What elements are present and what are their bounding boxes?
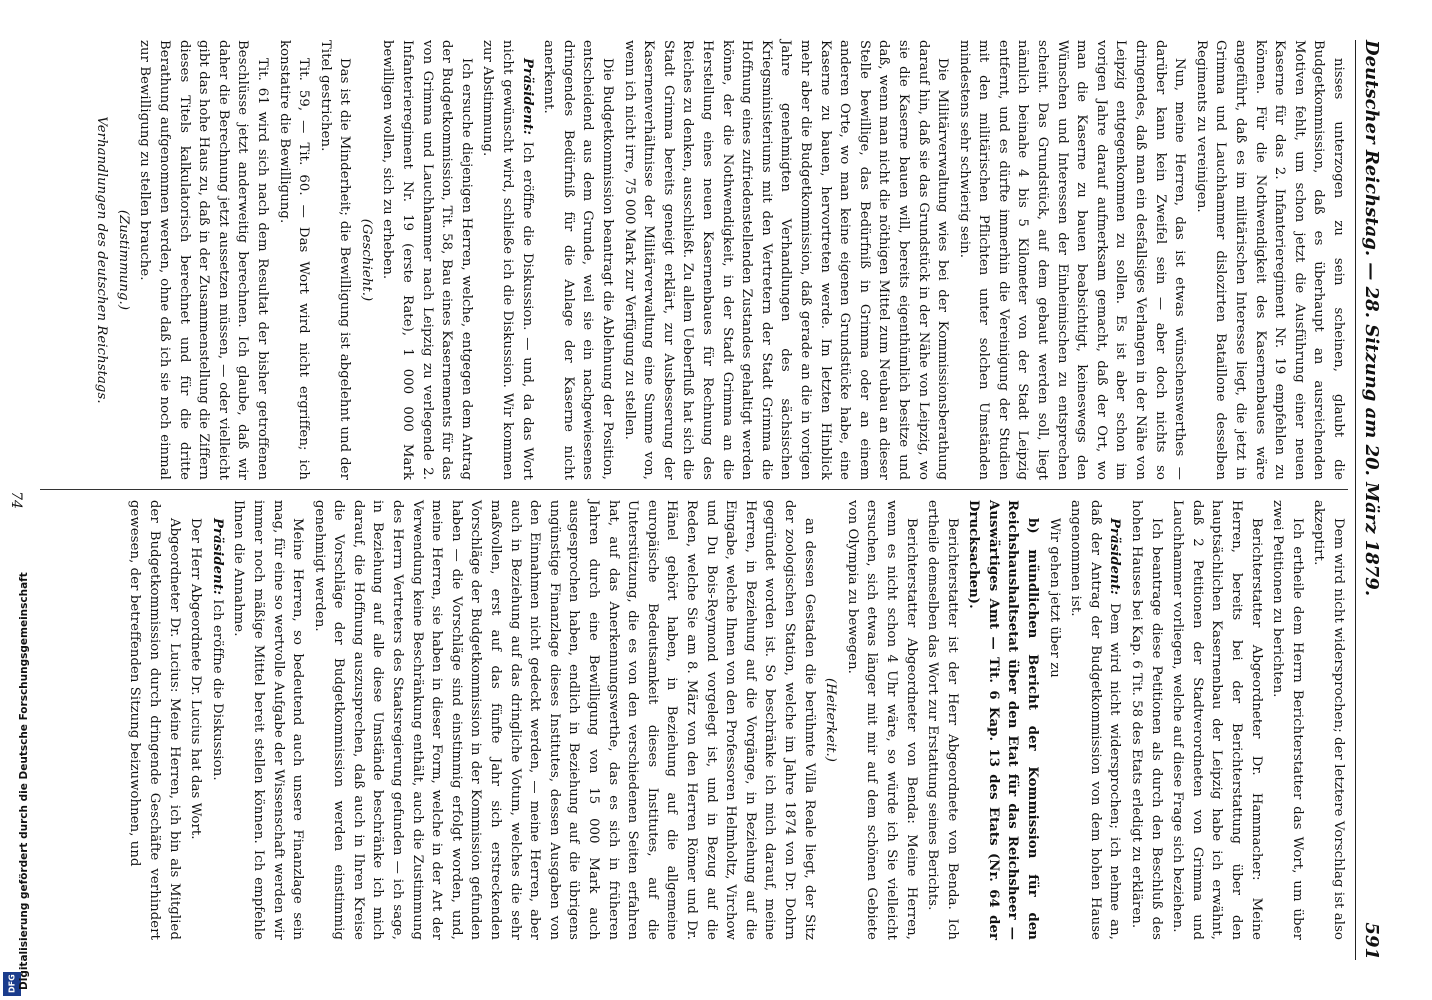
paragraph: Präsident: Ich eröffne die Diskussion. [209,518,225,781]
paragraph: Die Militärverwaltung wies bei der Kommissionsberathung darauf hin, daß sie das Grundstück in der Nähe von Leipzig, wo sie die Kaserne bauen will, bereits eigenthümlich besitze und daß, wenn man nicht die nöthigen Mittel zum Neubau an dieser Stelle bewillige, das Bedürfniß in Grimma oder an einem anderen Orte, wo man keine eigenen Grundstücke habe, eine Kaserne zu bauen, hervortreten werde. Im letzten Hinblick mehr aber die Budgetkommission, daß gerade an die in vorigen Jahre genehmigten Verhandlungen des sächsischen Kriegsministeriums mit den Vertretern der Stadt Grimma die Hoffnung eines zufriedenstellenden Zustandes gehaltigt werden könne, der die Nothwendigkeit, in der Stadt Grimma an die Herstellung eines neuen Kasernenbaues für Rechnung des Reiches zu denken, ausschließt. Zu allem Ueberfluß hat sich die Stadt Grimma bereits geneigt erklärt, zur Ausbesserung der Kasernenverhältnisse der Militärverwaltung eine Summe von, wenn ich nicht irre, 75 000 Mark zur Verfügung zu stellen. [621,40,951,480]
paragraph: Wir gehen jetzt über zu [1046,518,1062,678]
paragraph: Tit. 61 wird sich nach dem Resultat der bisher getroffenen Beschlüsse jetzt anderweitig berechnen. Ich glaube, daß wir daher die Berechnung jetzt aussetzen müssen, — oder vielleicht gibt das hohe Haus zu, daß in der Zusammenstellung die Ziffern dieses Titels kalkulatorisch berechnet und für die dritte Berathung aufgenommen werden, ohne daß ich sie noch einmal zur Bewilligung zu stellen brauche. [137,40,270,480]
column-divider [40,489,1348,490]
paragraph: Der Herr Abgeordnete Dr. Lucius hat das Wort. [188,518,204,840]
paragraph: Ich ertheile dem Herrn Berichterstatter das Wort, um über zwei Petitionen zu berichten. [1270,500,1305,940]
paragraph: Berichterstatter Abgeordneter von Benda: Meine Herren, wenn es nicht schon 4 Uhr wäre, so würde ich Sie vielleicht ersuchen, sich etwas länger mit mir auf dem schönen Gebiete von Olympia zu bewegen. [844,500,919,940]
paragraph: Nun, meine Herren, das ist etwas wünschenswerthes — darüber kann kein Zweifel sein — aber doch nichts so dringendes, daß man ein desfallsiges Verlangen in der Nähe von Leipzig entgegenkommen zu sollen. Es ist aber schon im vorigen Jahre darauf aufmerksam gemacht, daß der Ort, wo man die Kaserne zu bauen beabsichtigt, keineswegs den Wünschen und Interessen der Einheimischen zu entsprechen scheint. Das Grundstück, auf dem gebaut werden soll, liegt nämlich beinahe 4 bis 5 Kilometer von der Stadt Leipzig entfernt, und es dürfte immerhin die Vereinigung der Studien mit den militärischen Pflichten unter solchen Umständen mindestens sehr schwierig sein. [956,40,1188,480]
paragraph: an dessen Gestaden die berühmte Villa Reale liegt, der Sitz der zoologischen Station, welche im Jahre 1874 von Dr. Dohrn gegründet worden ist. So beschränke ich mich darauf, meine Herren, in Beziehung auf die Vorgänge, in Beziehung auf die Eingabe, welche Ihnen von den Professoren Helmholtz, Virchow und Du Bois-Reymond vorgelegt ist, und in Bezug auf die Reden, welche Sie am 8. März von den Herren Römer und Dr. Hänel gehört haben, in Beziehung auf die allgemeine europäische Bedeutsamkeit dieses Institutes, auf die Unterstützung, die es von den verschiedenen Seiten erfahren hat, auf das Anerkennungswerthe, das es sich in früheren Jahren durch eine Bewilligung von 15 000 Mark auch ausgesprochen haben, endlich in Beziehung auf die übrigens ungünstige Finanzlage dieses Institutes, dessen Ausgaben von den Einnahmen nicht gedeckt werden, — meine Herren, aber auch in Beziehung auf das dringliche Votum, welches die sehr maßvollen, erst auf das fünfte Jahr sich erstreckenden Vorschläge der Budgetkommission in der Kommission gefunden haben — die Vorschläge sind einstimmig erfolgt worden, und, meine Herren, sie haben in dieser Form, welche in der Art der Verwendung keine Beschränkung enthält, auch die Zustimmung des Herrn Vertreters des Staatsregierung gefunden — ich sage, in Beziehung auf alle diese Umstände beschränke ich mich darauf, die Hoffnung auszusprechen, daß auch in Ihren Kreise die Vorschläge der Budgetkommission werden einstimmig genehmigt werden. [311,500,817,940]
paragraph: Verhandlungen des deutschen Reichstags. [94,116,110,404]
paragraph: Präsident: Dem wird nicht widersprochen; ich nehme an, daß der Antrag der Budgetkommission von dem hohen Hause angenommen ist. [1068,500,1123,940]
left-column [40,40,1348,480]
credit-text: Digitalisierung gefördert durch die Deutsche Forschungsgemeinschaft [18,572,30,990]
paragraph: (Heiterkeit.) [823,677,839,763]
right-column [40,500,1348,940]
paragraph: Meine Herren, so bedeutend auch unsere Finanzlage sein mag, für eine so wertvolle Aufgabe der Wissenschaft werden wir immer noch mäßige Mittel bereit stellen können. Ich empfehle Ihnen die Annahme. [231,500,306,940]
header-title: Deutscher Reichstag. — 28. Sitzung am 20. März 1879. [1361,40,1382,597]
paragraph: b) mündlichen Bericht der Kommission für den Reichshaushaltsetat über den Etat für das Reichsheer — Auswärtiges Amt — Tit. 6 Kap. 13 des Etats (Nr. 64 der Drucksachen). [966,500,1041,940]
paragraph: Tit. 59, — Tit. 60. — Das Wort wird nicht ergriffen; ich konstatire die Bewilligung. [276,40,312,480]
page-number: 591 [1361,922,1382,960]
paragraph: (Zustimmung.) [115,209,131,311]
paragraph: Dem wird nicht widersprochen; der letztere Vorschlag ist also akzeptirt. [1311,500,1346,940]
dfg-logo: DFG [3,972,21,996]
page-header [1355,40,1382,960]
paragraph: Ich ersuche diejenigen Herren, welche, entgegen dem Antrag der Budgetkommission, Tit. 58, Bau eines Kasernements für das von Grimma und Lauchhammer nach Leipzig zu verlegende 2. Infanterieregiment Nr. 19 (erste Rate), 1 000 000 Mark bewilligen wollen, sich zu erheben. [380,40,474,480]
paragraph: Berichterstatter Abgeordneter Dr. Hammacher: Meine Herren, bereits bei der Berichterstattung über den hauptsächlichen Kasernenbau der Leipzig habe ich erwähnt, daß 2 Petitionen der Stadtverordneten von Grimma und Lauchhammer vorliegen, welche auf diese Frage sich beziehen. [1170,500,1264,940]
paragraph: nisses unterzogen zu sein scheinen, glaubt die Budgetkommission, daß es überhaupt an ausreichenden Motiven fehlt, um schon jetzt die Ausführung einer neuen Kaserne für das 2. Infanterieregiment Nr. 19 empfehlen zu können. Für die Nothwendigkeit des Kasernenbaues wäre angeführt, daß es im militärischen Interesse liegt, die jetzt in Grimma und Lauchhammer dislozirten Bataillone desselben Regiments zu vereinigen. [1193,40,1346,480]
paragraph: Abgeordneter Dr. Lucius: Meine Herren, ich bin als Mitglied der Budgetkommission durch dringende Geschäfte verhindert gewesen, der betreffenden Sitzung beizuwohnen, und [127,500,182,940]
paragraph: Präsident: Ich eröffne die Diskussion. — und, da das Wort nicht gewünscht wird, schließe ich die Diskussion. Wir kommen zur Abstimmung. [480,40,535,480]
paragraph: Berichterstatter ist der Herr Abgeordnete von Benda. Ich ertheile demselben das Wort zur Erstattung seines Berichts. [925,500,960,940]
paragraph: Die Budgetkommission beantragt die Ablehnung der Position, entscheidend aus dem Grunde, weil sie ein nachgewiesenes dringendes Bedürfniß für die Anlage der Kaserne nicht anerkennt. [541,40,616,480]
paragraph: (Geschieht.) [358,218,374,302]
page-signature: 74 [8,491,24,509]
paragraph: Das ist die Minderheit; die Bewilligung ist abgelehnt und der Titel gestrichen. [317,40,353,480]
paragraph: Ich beantrage diese Petitionen als durch den Beschluß des hohen Hauses bei Kap. 6 Tit. 58 des Etats erledigt zu erklären. [1129,500,1164,940]
